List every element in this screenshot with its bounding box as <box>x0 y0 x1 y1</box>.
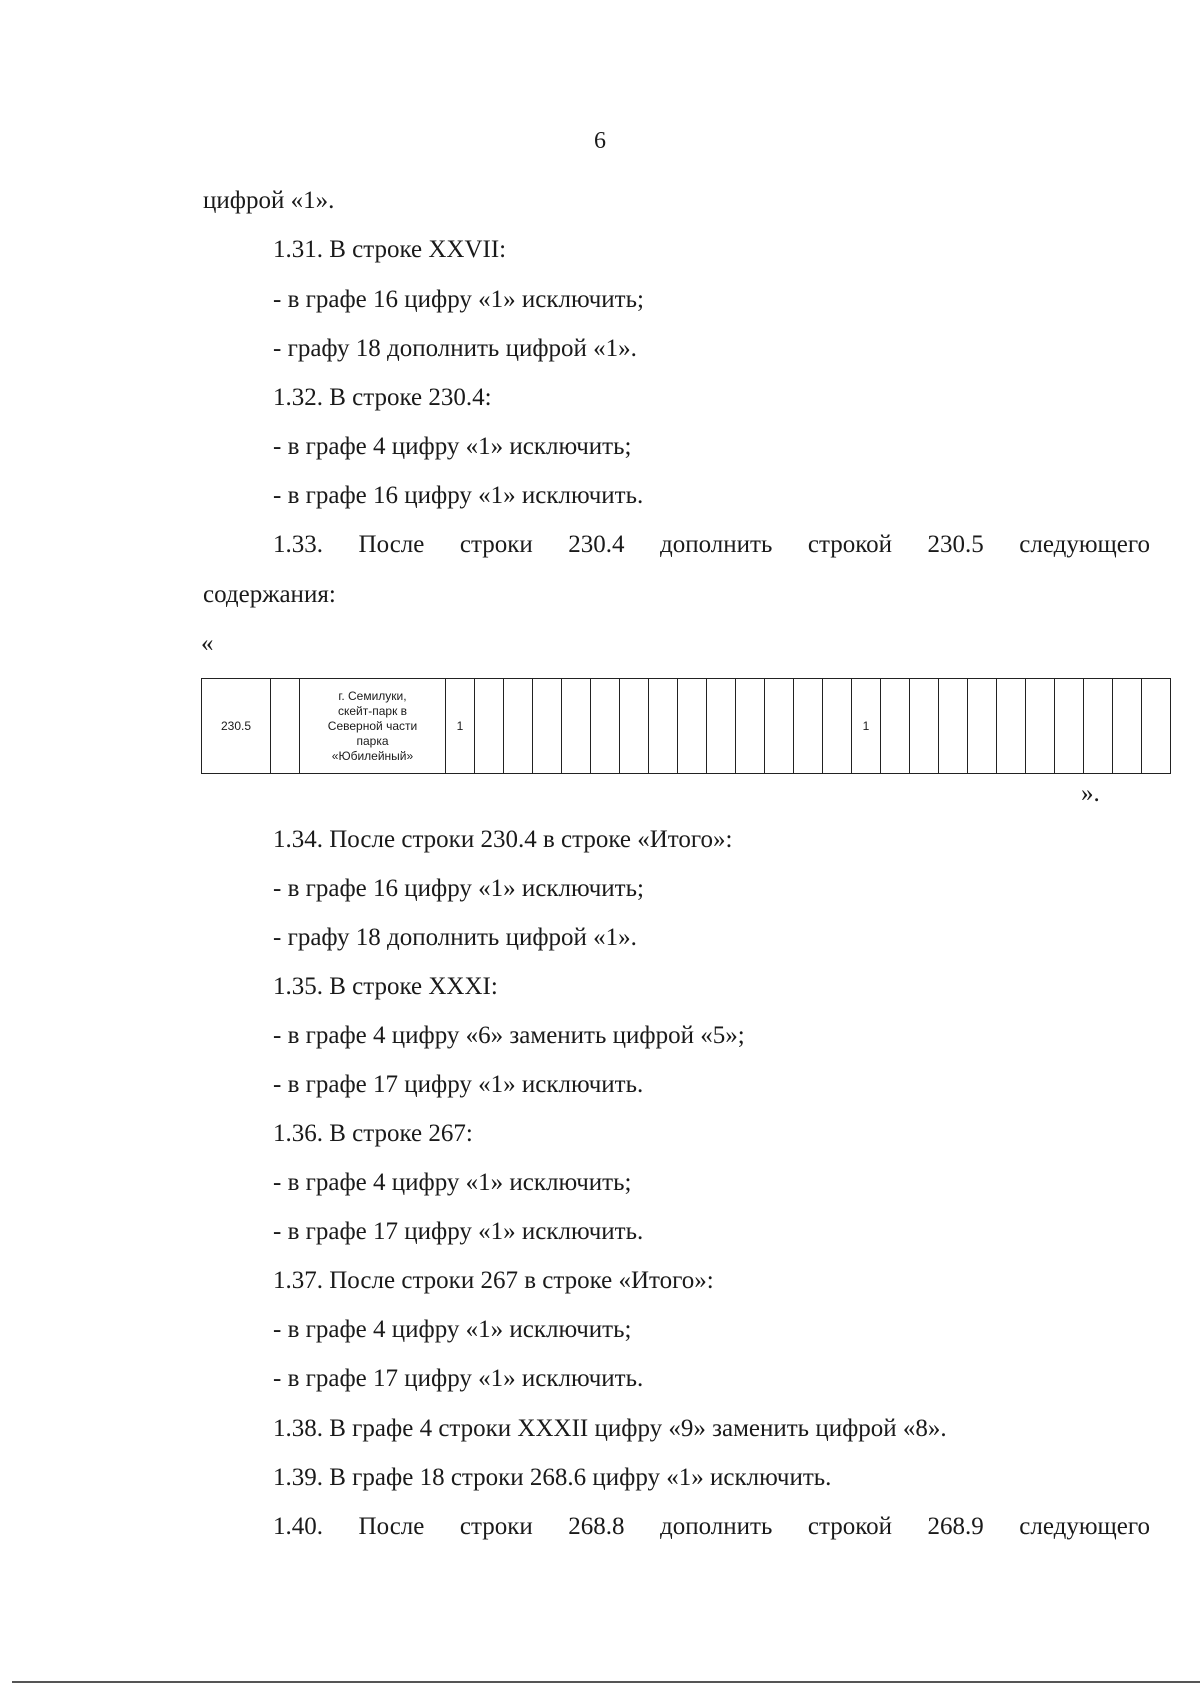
table-cell <box>794 679 823 774</box>
table-cell: 1 <box>852 679 881 774</box>
justified-line-1-40 <box>273 1512 1150 1542</box>
text-line: 1.36. В строке 267: <box>273 1120 473 1147</box>
table-cell <box>1084 679 1113 774</box>
text-line: 1.32. В строке 230.4: <box>273 384 492 411</box>
table-row <box>202 679 1171 774</box>
table-cell <box>939 679 968 774</box>
text-line: - в графе 16 цифру «1» исключить. <box>273 482 644 509</box>
word: строкой <box>807 1513 892 1540</box>
text-line: - в графе 16 цифру «1» исключить; <box>273 286 644 313</box>
word: следующего <box>1019 1513 1150 1540</box>
text-line: содержания: <box>203 581 336 608</box>
word: После <box>358 531 425 558</box>
table-cell <box>823 679 852 774</box>
text-line: 1.35. В строке XXXI: <box>273 973 498 1000</box>
opening-quote: « <box>201 630 214 657</box>
word: 230.5 <box>927 531 984 558</box>
description-cell: г. Семилуки, скейт-парк в Северной части парка «Юбилейный» <box>300 679 446 774</box>
table-cell <box>997 679 1026 774</box>
text-line: - в графе 17 цифру «1» исключить. <box>273 1071 644 1098</box>
table-cell <box>504 679 533 774</box>
word: 1.40. <box>273 1513 323 1540</box>
text-line: - в графе 4 цифру «1» исключить; <box>273 1169 632 1196</box>
table-cell <box>736 679 765 774</box>
text-line: - в графе 4 цифру «1» исключить; <box>273 433 632 460</box>
text-line: - в графе 4 цифру «1» исключить; <box>273 1316 632 1343</box>
text-line: 1.38. В графе 4 строки XXXII цифру «9» заменить цифрой «8». <box>273 1415 947 1442</box>
word: строкой <box>807 531 892 558</box>
table-cell <box>765 679 794 774</box>
text-line: 1.34. После строки 230.4 в строке «Итого»: <box>273 826 733 853</box>
word: дополнить <box>660 531 773 558</box>
page-number: 6 <box>594 128 606 154</box>
word: После <box>358 1513 425 1540</box>
table-cell <box>562 679 591 774</box>
text-line: - в графе 17 цифру «1» исключить. <box>273 1218 644 1245</box>
word: строки <box>459 1513 533 1540</box>
table-cell <box>707 679 736 774</box>
table-cell <box>1055 679 1084 774</box>
table-cell <box>591 679 620 774</box>
closing-quote: ». <box>1081 780 1100 807</box>
table-cell <box>881 679 910 774</box>
word: 268.8 <box>568 1513 625 1540</box>
word: дополнить <box>660 1513 773 1540</box>
text-line: - графу 18 дополнить цифрой «1». <box>273 335 637 362</box>
text-line: 1.39. В графе 18 строки 268.6 цифру «1» исключить. <box>273 1464 832 1491</box>
text-line: - в графе 16 цифру «1» исключить; <box>273 875 644 902</box>
word: 230.4 <box>568 531 625 558</box>
word: 1.33. <box>273 531 323 558</box>
table-cell <box>1113 679 1142 774</box>
table-cell <box>533 679 562 774</box>
table-cell <box>271 679 300 774</box>
table-cell <box>910 679 939 774</box>
table-cell <box>475 679 504 774</box>
table-cell <box>678 679 707 774</box>
table-cell <box>649 679 678 774</box>
text-line: цифрой «1». <box>203 187 335 214</box>
table-cell <box>1026 679 1055 774</box>
word: следующего <box>1019 531 1150 558</box>
text-line: - графу 18 дополнить цифрой «1». <box>273 924 637 951</box>
table-cell: 1 <box>446 679 475 774</box>
justified-line-1-33 <box>273 530 1150 560</box>
bottom-scan-edge <box>12 1681 1200 1683</box>
text-line: 1.31. В строке XXVII: <box>273 236 507 263</box>
text-line: - в графе 4 цифру «6» заменить цифрой «5»; <box>273 1022 745 1049</box>
word: 268.9 <box>927 1513 984 1540</box>
row-number-cell: 230.5 <box>202 679 271 774</box>
inserted-table-row <box>201 678 1171 774</box>
text-line: 1.37. После строки 267 в строке «Итого»: <box>273 1267 714 1294</box>
table-cell <box>620 679 649 774</box>
word: строки <box>459 531 533 558</box>
text-line: - в графе 17 цифру «1» исключить. <box>273 1365 644 1392</box>
table-cell <box>1142 679 1171 774</box>
table-cell <box>968 679 997 774</box>
